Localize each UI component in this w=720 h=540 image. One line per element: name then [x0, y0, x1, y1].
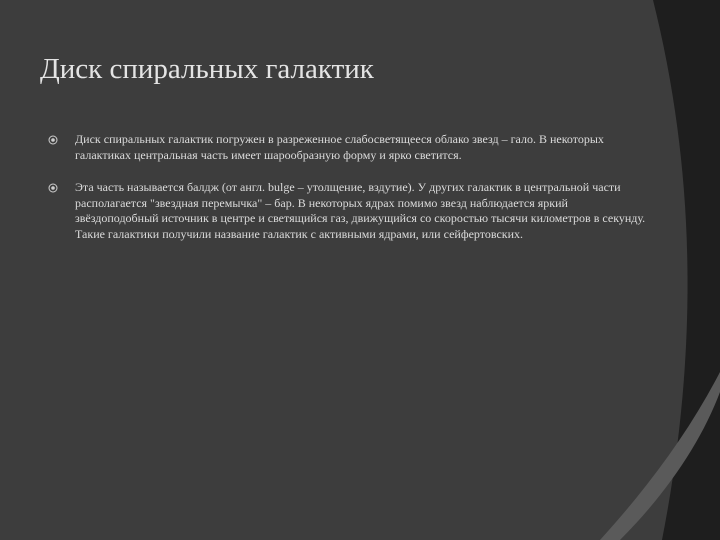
slide-title: Диск спиральных галактик [40, 53, 374, 85]
bullet-list [48, 132, 648, 259]
circled-bullet-icon [48, 183, 58, 193]
bullet-item [48, 180, 648, 242]
circled-bullet-icon [48, 135, 58, 145]
bullet-text: Эта часть называется балдж (от англ. bulge – утолщение, вздутие). У других галактик в центральной части располагается "звездная перемычка" – бар. В некоторых ядрах помимо звезд наблюдается яркий звёздоподобный источник в центре и светящийся газ, движущийся со скоростью тысячи километров в секунду. Такие галактики получили название галактик с активными ядрами, или сейфертовских. [75, 180, 646, 241]
bullet-item [48, 132, 648, 163]
bullet-text: Диск спиральных галактик погружен в разреженное слабосветящееся облако звезд – гало. В некоторых галактиках центральная часть имеет шарообразную форму и ярко светится. [75, 132, 604, 162]
